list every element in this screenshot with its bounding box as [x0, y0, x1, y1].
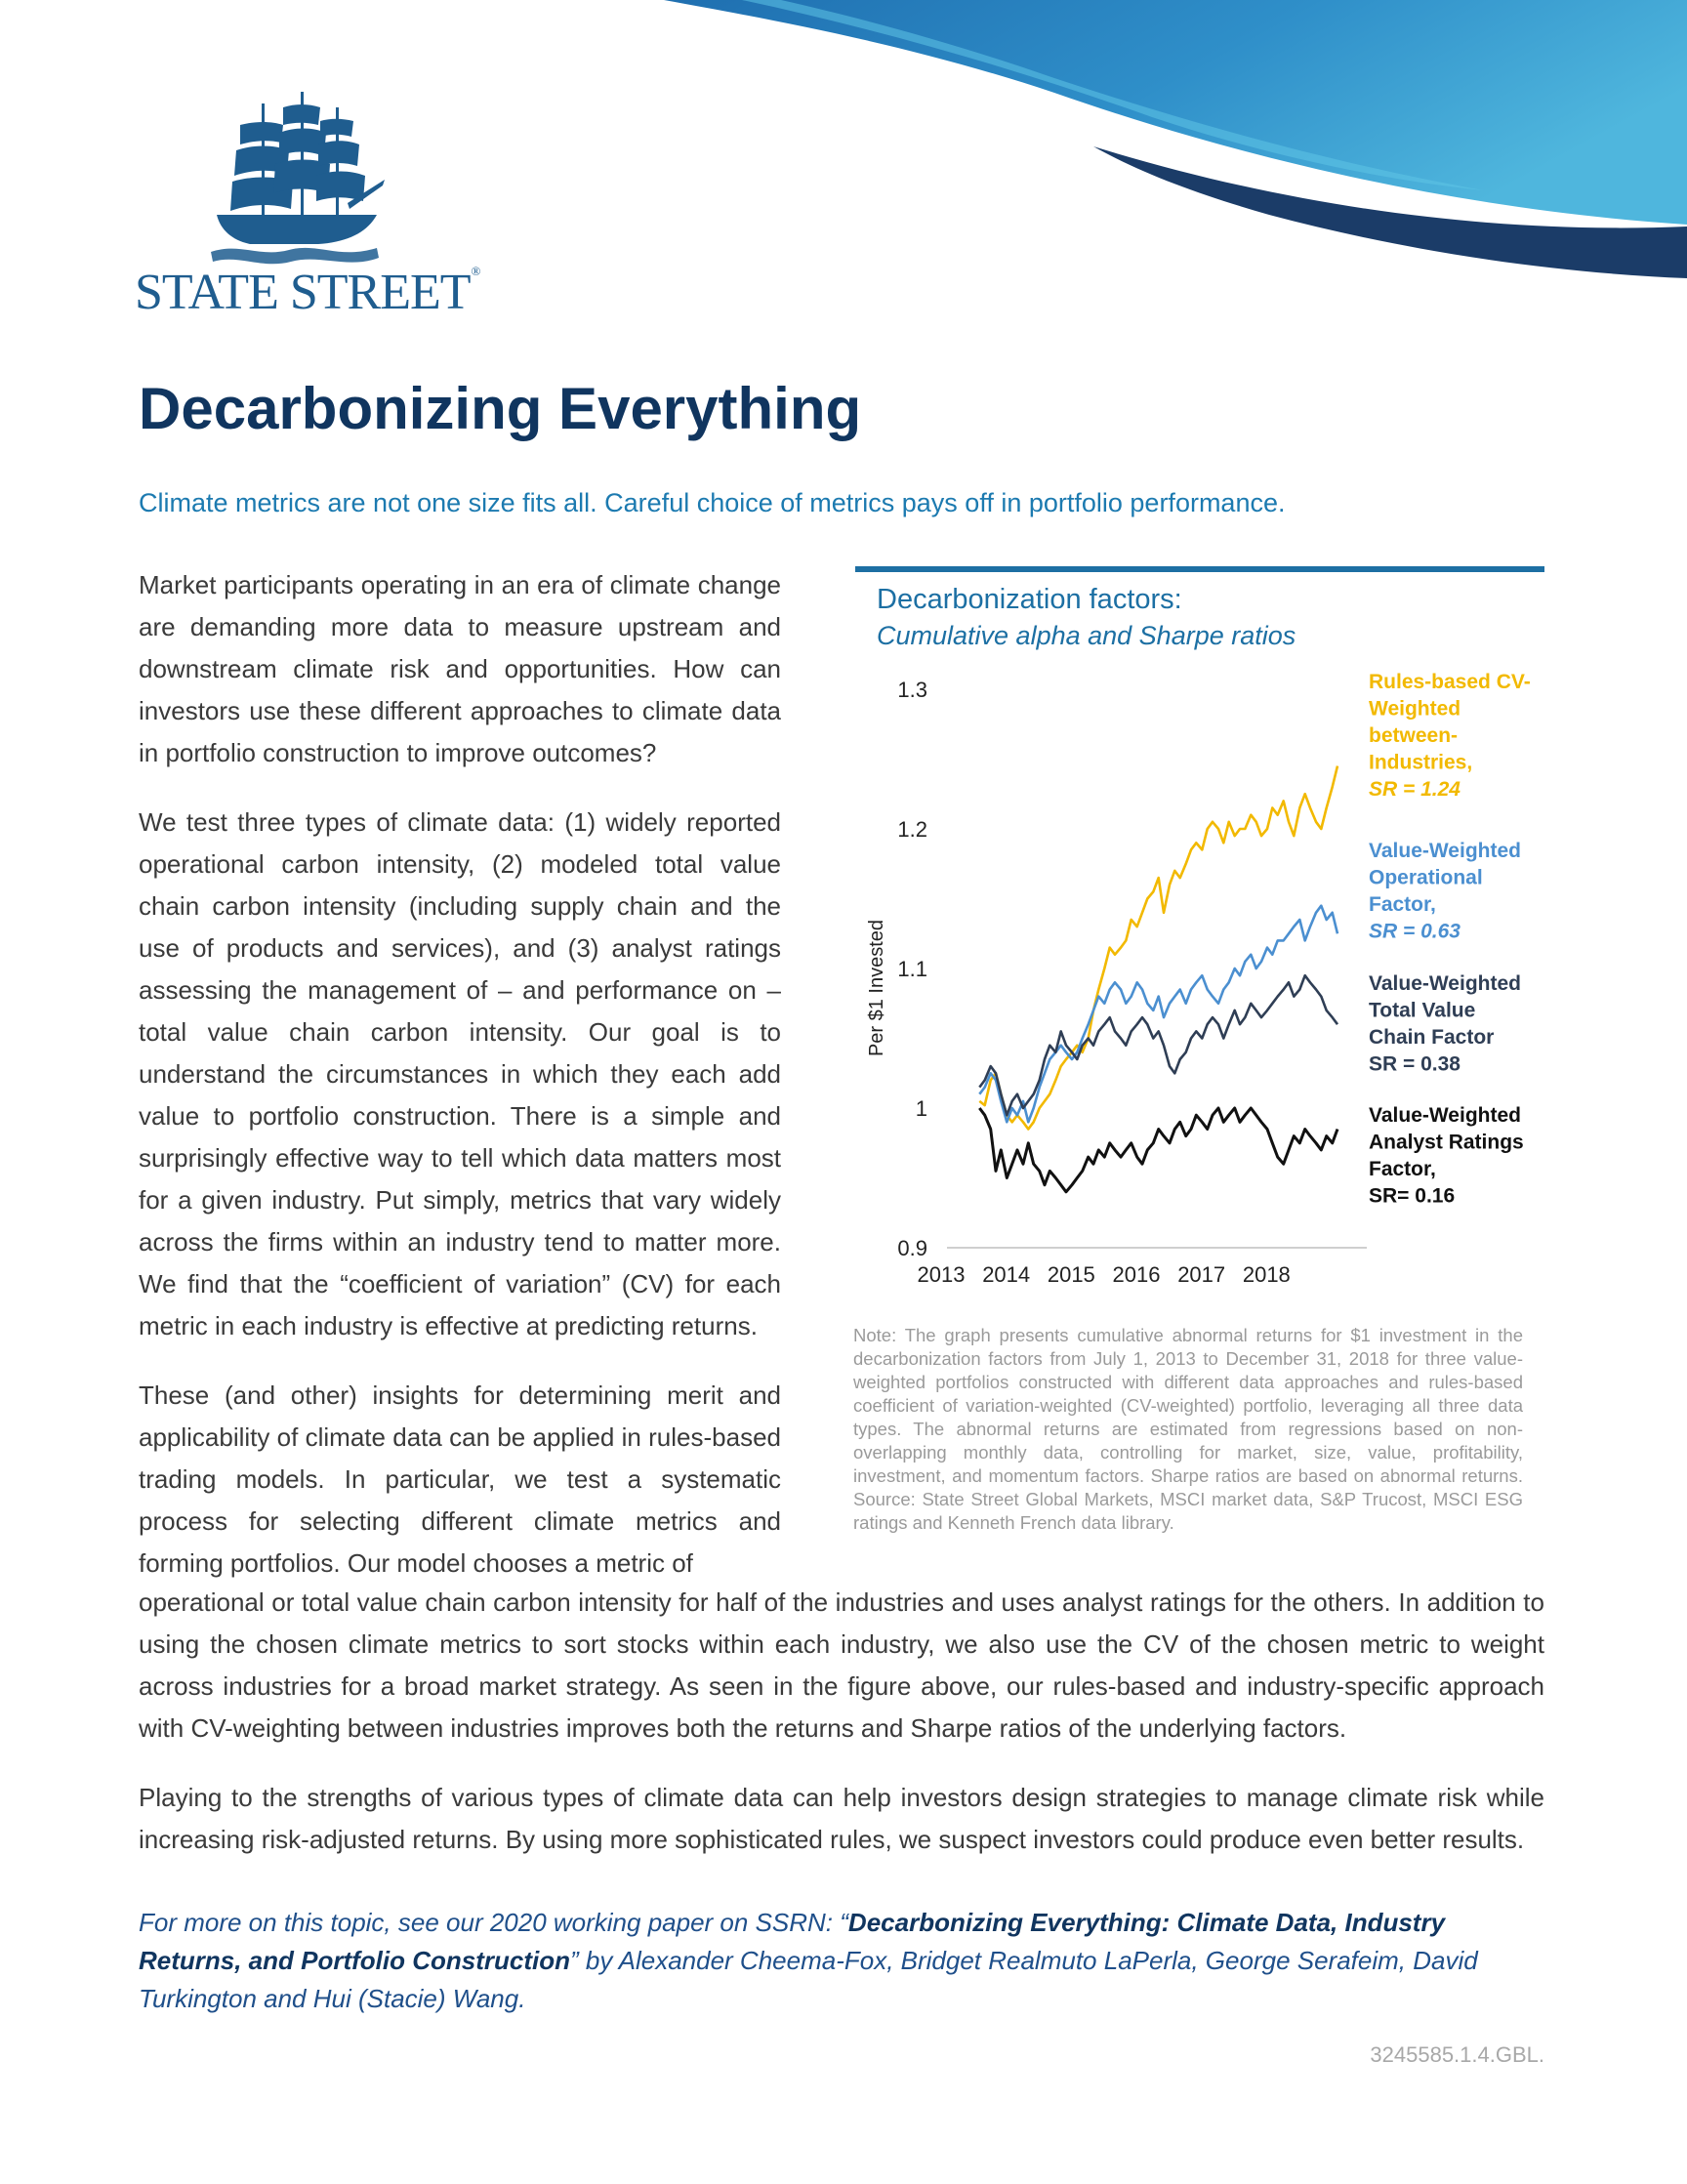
legend-line: Rules-based CV-: [1369, 671, 1531, 693]
legend-sharpe-ratio: SR = 1.24: [1369, 778, 1461, 801]
y-tick-label: 1.2: [897, 817, 927, 842]
x-tick-label: 2015: [1047, 1262, 1095, 1287]
legend-line: Chain Factor: [1369, 1026, 1495, 1049]
state-street-logo: [135, 86, 480, 330]
left-column: [139, 564, 781, 1612]
legend-sharpe-ratio: SR = 0.63: [1369, 920, 1461, 943]
legend-line: Factor,: [1369, 1158, 1436, 1180]
legend-line: between-: [1369, 724, 1459, 747]
legend-cv-weighted: [1369, 671, 1531, 801]
body-paragraph-3-tail: operational or total value chain carbon intensity for half of the industries and uses analyst ratings for the others. In addition to using the chosen climate metrics to sort stocks within each industry, we also use the CV of the chosen metric to weight across industries for a broad market strategy. As seen in the figure above, our rules-based and industry-specific approach with CV-weighting between industries improves both the returns and Sharpe ratios of the underlying factors.: [139, 1587, 1544, 1743]
x-tick-label: 2014: [982, 1262, 1031, 1287]
legend-analyst-ratings: [1369, 1104, 1524, 1208]
chart-figure: [853, 566, 1546, 1543]
page-subtitle: Climate metrics are not one size fits all. Careful choice of metrics pays off in portfolio performance.: [139, 488, 1286, 517]
body-paragraph-1: Market participants operating in an era of climate change are demanding more data to measure upstream and downstream climate risk and opportunities. How can investors use these different approaches to climate data in portfolio construction to improve outcomes?: [139, 570, 781, 767]
legend-line: Industries,: [1369, 751, 1473, 774]
registered-mark: ®: [471, 264, 480, 278]
x-tick-label: 2016: [1112, 1262, 1161, 1287]
chart-note: Note: The graph presents cumulative abnormal returns for $1 investment in the decarbonization factors from July 1, 2013 to December 31, 2018 for three value-weighted portfolios constructed with different data approaches and rules-based coefficient of variation-weighted (CV-weighted) portfolio, leveraging all three data types. The abnormal returns are estimated from regressions based on non-overlapping monthly data, controlling for market, size, value, profitability, investment, and momentum factors. Sharpe ratios are based on abnormal returns. Source: State Street Global Markets, MSCI market data, S&P Trucost, MSCI ESG ratings and Kenneth French data library.: [853, 1325, 1523, 1533]
document-id: 3245585.1.4.GBL.: [1370, 2042, 1544, 2067]
legend-line: Value-Weighted: [1369, 1104, 1521, 1127]
y-tick-label: 0.9: [897, 1236, 927, 1260]
legend-line: Operational: [1369, 866, 1483, 889]
y-tick-label: 1.1: [897, 957, 927, 981]
y-axis-label: Per $1 Invested: [866, 919, 887, 1057]
body-paragraph-4: Playing to the strengths of various types of climate data can help investors design strategies to manage climate risk while increasing risk-adjusted returns. By using more sophisticated rules, we suspect investors could produce even better results.: [139, 1783, 1544, 1854]
legend-line: Value-Weighted: [1369, 840, 1521, 862]
citation-lead: For more on this topic, see our 2020 working paper on SSRN: “: [139, 1908, 848, 1937]
citation-authors: by Alexander Cheema-Fox, Bridget Realmuto LaPerla, George Serafeim, David Turkington and Hui (Stacie) Wang.: [139, 1946, 1478, 2013]
legend-sharpe-ratio: SR = 0.38: [1369, 1052, 1461, 1076]
y-tick-label: 1.3: [897, 678, 927, 702]
legend-total-value-chain: [1369, 972, 1521, 1076]
legend-sharpe-ratio: SR= 0.16: [1369, 1184, 1456, 1208]
chart-title: Decarbonization factors:: [877, 584, 1182, 615]
legend-line: Analyst Ratings: [1369, 1131, 1524, 1154]
logo-wordmark: [135, 264, 479, 321]
citation-close-quote: ”: [570, 1946, 579, 1975]
legend-line: Weighted: [1369, 697, 1461, 721]
x-tick-label: 2017: [1177, 1262, 1226, 1287]
line-chart: [853, 566, 1546, 1318]
body-paragraph-2: We test three types of climate data: (1) widely reported operational carbon intensity, (2) modeled total value chain carbon intensity (including supply chain and the use of products and services), and (3) analyst ratings assessing the management of – and performance on – total value chain carbon intensity. Our goal is to understand the circumstances in which they each add value to portfolio construction. There is a simple and surprisingly effective way to tell which data matters most for a given industry. Put simply, metrics that vary widely across the firms within an industry tend to matter more. We find that the “coefficient of variation” (CV) for each metric in each industry is effective at predicting returns.: [139, 807, 781, 1340]
x-tick-label: 2013: [917, 1262, 966, 1287]
chart-subtitle: Cumulative alpha and Sharpe ratios: [877, 621, 1296, 650]
legend-line: Total Value: [1369, 999, 1476, 1022]
x-tick-label: 2018: [1242, 1262, 1291, 1287]
series-line-cv-weighted: [979, 766, 1337, 1130]
legend-line: Value-Weighted: [1369, 972, 1521, 995]
citation: [139, 1904, 1554, 2018]
y-tick-label: 1: [915, 1096, 927, 1121]
citation-paper-title: Decarbonizing Everything: Climate Data, Industry Returns, and Portfolio Construction: [139, 1908, 1446, 1975]
legend-line: Factor,: [1369, 893, 1436, 916]
page-title: Decarbonizing Everything: [139, 376, 862, 441]
legend-operational: [1369, 840, 1521, 943]
series-line-operational: [979, 906, 1337, 1123]
clipper-ship-icon: [211, 86, 387, 271]
logo-wordmark-text: STATE STREET: [135, 265, 471, 320]
body-paragraph-3-head: These (and other) insights for determining merit and applicability of climate data can be applied in rules-based trading models. In particular, we test a systematic process for selecting different climate metrics and forming portfolios. Our model chooses a metric of: [139, 1380, 781, 1578]
